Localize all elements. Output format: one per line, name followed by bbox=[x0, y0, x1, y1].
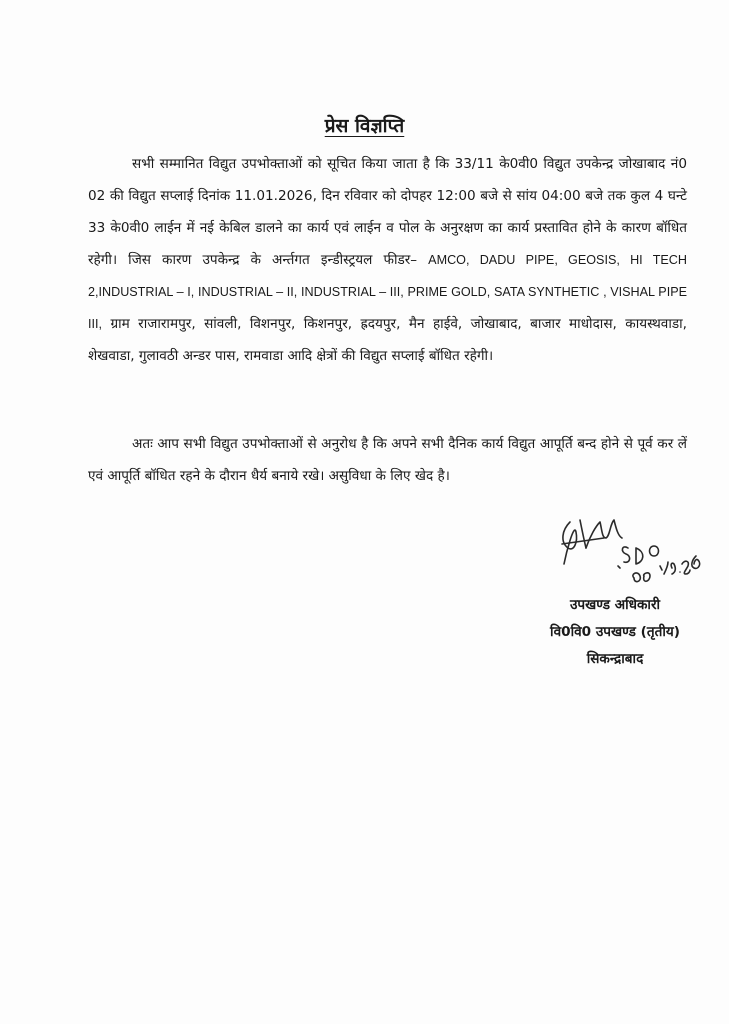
signatory-block bbox=[520, 592, 710, 673]
notice-paragraph-2 bbox=[88, 428, 687, 492]
signatory-designation: उपखण्ड अधिकारी bbox=[569, 597, 661, 613]
handwritten-signature bbox=[556, 508, 706, 588]
notice-text-part-2: ग्राम राजारामपुर, सांवली, विशनपुर, किशनपुर, ह्रदयपुर, मैन हाईवे, जोखाबाद, बाजार माधोदास, कायस्थवाडा, शेखवाडा, गुलावठी अन्डर पास, रामवाडा आदि क्षेत्रों की विद्युत सप्लाई बॉधित रहेगी। bbox=[88, 316, 687, 364]
feeder-list: AMCO, DADU PIPE, GEOSIS, HI TECH 2,INDUSTRIAL – I, INDUSTRIAL – II, INDUSTRIAL – III, PRIME GOLD, SATA SYNTHETIC , VISHAL PIPE III, bbox=[88, 253, 687, 331]
signatory-place: सिकन्द्राबाद bbox=[586, 651, 644, 667]
notice-paragraph-1 bbox=[88, 148, 687, 372]
notice-text-part-1: सभी सम्मानित विद्युत उपभोक्ताओं को सूचित किया जाता है कि 33/11 के0वी0 विद्युत उपकेन्द्र जोखाबाद नं0 02 की विद्युत सप्लाई दिनांक 11.01.2026, दिन रविवार को दोपहर 12:00 बजे से सांय 04:00 बजे तक कुल 4 घन्टे 33 के0वी0 लाईन में नई केबिल डालने का कार्य एवं लाईन व पोल के अनुरक्षण का कार्य प्रस्तावित होने के कारण बॉधित रहेगी। जिस कारण उपकेन्द्र के अर्न्तगत इन्डीस्ट्रयल फीडर– bbox=[88, 156, 687, 268]
signatory-office: वि0वि0 उपखण्ड (तृतीय) bbox=[550, 624, 680, 640]
request-text: अतः आप सभी विद्युत उपभोक्ताओं से अनुरोध है कि अपने सभी दैनिक कार्य विद्युत आपूर्ति बन्द होने से पूर्व कर लें एवं आपूर्ति बॉधित रहने के दौरान धैर्य बनाये रखे। असुविधा के लिए खेद है। bbox=[88, 436, 687, 484]
document-title: प्रेस विज्ञप्ति bbox=[324, 115, 405, 137]
